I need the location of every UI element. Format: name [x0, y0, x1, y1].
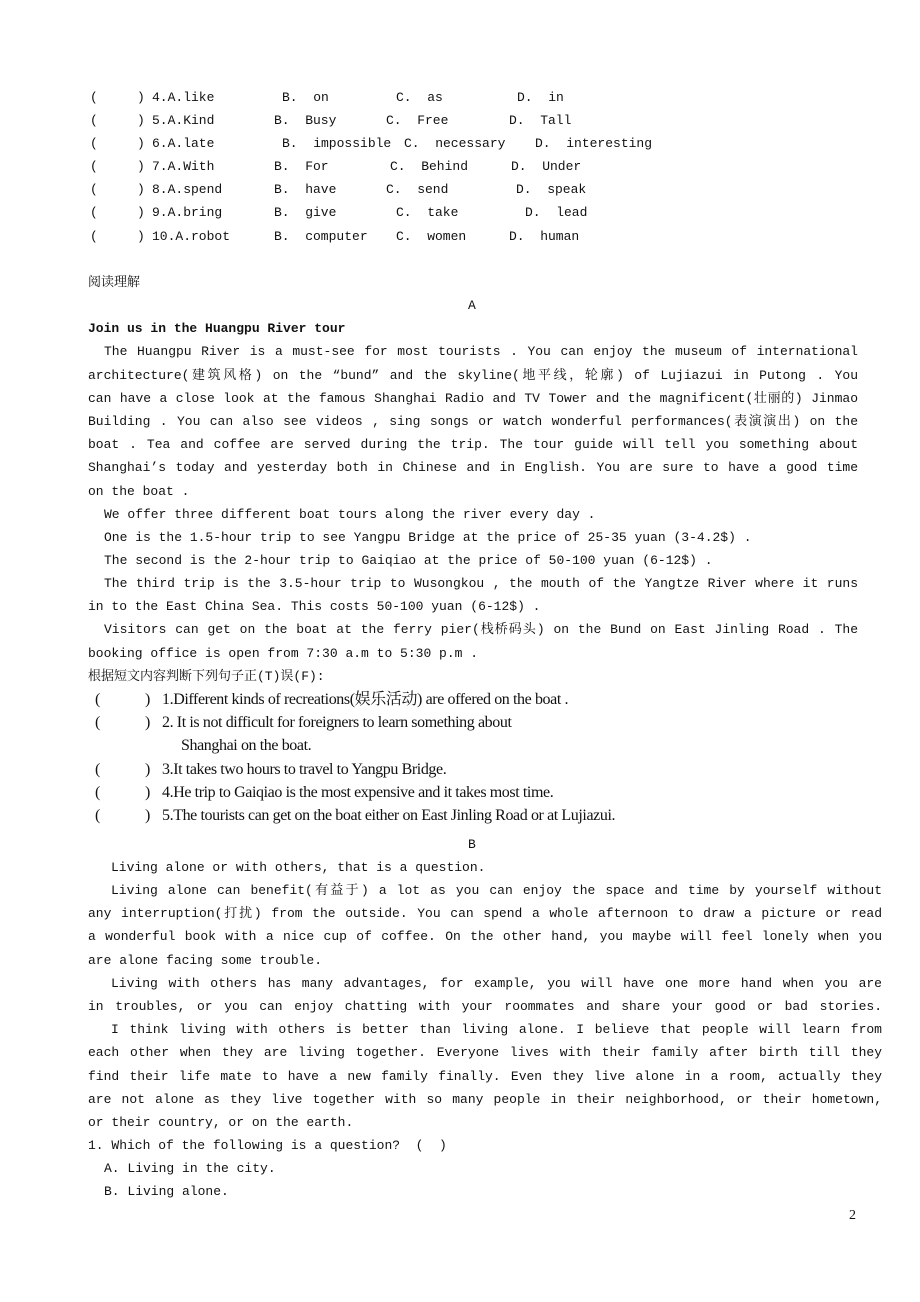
option-d: D. human [509, 229, 580, 244]
true-false-statement: 4.He trip to Gaiqiao is the most expensive and it takes most time. [162, 784, 554, 801]
answer-blank-close: ) [145, 761, 150, 778]
option-b: B. Busy [274, 113, 337, 128]
question-1: 1. Which of the following is a question? ( ) [88, 1138, 447, 1153]
answer-blank-close: ) [137, 182, 145, 197]
passage-b-line: find their life mate to have a new family finally. Even they live alone in a room, actually they [88, 1069, 882, 1084]
option-b: B. impossible [282, 136, 392, 151]
answer-blank-open: ( [95, 807, 100, 824]
answer-blank-open: ( [90, 205, 98, 220]
option-d: D. lead [525, 205, 588, 220]
option-d: D. Tall [509, 113, 572, 128]
option-c: C. take [396, 205, 459, 220]
answer-blank-close: ) [145, 807, 150, 824]
page-number: 2 [849, 1208, 856, 1223]
passage-a-line: on the boat . [88, 484, 190, 499]
answer-blank-open: ( [90, 229, 98, 244]
option-a: 8.A.spend [152, 182, 223, 197]
passage-b-line: are not alone as they live together with so many people in their neighborhood, or their hometown, [88, 1092, 882, 1107]
reading-heading: 阅读理解 [88, 275, 141, 290]
option-a: 4.A.like [152, 90, 215, 105]
option-b: B. have [274, 182, 337, 197]
answer-blank-close: ) [145, 714, 150, 731]
answer-blank-open: ( [90, 113, 98, 128]
option-b: B. For [274, 159, 329, 174]
option-d: D. in [517, 90, 564, 105]
true-false-statement: 2. It is not difficult for foreigners to learn something about [162, 714, 512, 731]
tf-instruction: 根据短文内容判断下列句子正(T)误(F): [88, 669, 325, 684]
question-1-option-a: A. Living in the city. [104, 1161, 276, 1176]
option-d: D. Under [511, 159, 582, 174]
passage-a-title: Join us in the Huangpu River tour [88, 321, 346, 336]
option-b: B. give [274, 205, 337, 220]
answer-blank-open: ( [90, 136, 98, 151]
answer-blank-close: ) [137, 90, 145, 105]
answer-blank-open: ( [95, 761, 100, 778]
option-c: C. as [396, 90, 443, 105]
answer-blank-close: ) [145, 784, 150, 801]
option-a: 9.A.bring [152, 205, 223, 220]
option-d: D. interesting [535, 136, 653, 151]
true-false-statement: 5.The tourists can get on the boat either on East Jinling Road or at Lujiazui. [162, 807, 616, 824]
passage-a-line: We offer three different boat tours along the river every day . [104, 507, 596, 522]
option-c: C. women [396, 229, 467, 244]
answer-blank-open: ( [90, 90, 98, 105]
answer-blank-open: ( [90, 159, 98, 174]
section-a-label: A [468, 298, 476, 313]
answer-blank-open: ( [90, 182, 98, 197]
answer-blank-close: ) [137, 136, 145, 151]
passage-b-line: Living alone can benefit(有益于) a lot as you can enjoy the space and time by yourself without [111, 883, 882, 898]
passage-b-line: any interruption(打扰) from the outside. You can spend a whole afternoon to draw a picture or read [88, 906, 882, 921]
passage-a-line: Building . You can also see videos , sing songs or watch wonderful performances(表演演出) on the [88, 414, 858, 429]
section-b-label: B [468, 837, 476, 852]
option-d: D. speak [516, 182, 587, 197]
passage-a-line: Shanghai’s today and yesterday both in Chinese and in English. You are sure to have a good time [88, 460, 858, 475]
option-b: B. computer [274, 229, 368, 244]
passage-b-line: Living alone or with others, that is a question. [111, 860, 486, 875]
option-a: 5.A.Kind [152, 113, 215, 128]
passage-a-line: The third trip is the 3.5-hour trip to Wusongkou , the mouth of the Yangtze River where it runs [104, 576, 858, 591]
passage-a-line: can have a close look at the famous Shanghai Radio and TV Tower and the magnificent(壮丽的) Jinmao [88, 391, 858, 406]
option-b: B. on [282, 90, 329, 105]
answer-blank-open: ( [95, 691, 100, 708]
option-c: C. Free [386, 113, 449, 128]
option-a: 7.A.With [152, 159, 215, 174]
passage-a-line: Visitors can get on the boat at the ferry pier(栈桥码头) on the Bund on East Jinling Road . The [104, 622, 858, 637]
option-a: 10.A.robot [152, 229, 231, 244]
passage-b-line: a wonderful book with a nice cup of coffee. On the other hand, you maybe will feel lonely when you [88, 929, 882, 944]
true-false-statement: Shanghai on the boat. [181, 737, 312, 754]
option-a: 6.A.late [152, 136, 215, 151]
passage-b-line: Living with others has many advantages, for example, you will have one more hand when you are [111, 976, 882, 991]
answer-blank-close: ) [137, 205, 145, 220]
passage-a-line: in to the East China Sea. This costs 50-100 yuan (6-12$) . [88, 599, 541, 614]
passage-b-line: each other when they are living together. Everyone lives with their family after birth till they [88, 1045, 882, 1060]
question-1-option-b: B. Living alone. [104, 1184, 229, 1199]
answer-blank-close: ) [137, 113, 145, 128]
passage-a-line: The second is the 2-hour trip to Gaiqiao at the price of 50-100 yuan (6-12$) . [104, 553, 713, 568]
answer-blank-close: ) [137, 229, 145, 244]
answer-blank-close: ) [137, 159, 145, 174]
passage-a-line: boat . Tea and coffee are served during the trip. The tour guide will tell you something about [88, 437, 858, 452]
true-false-statement: 1.Different kinds of recreations(娱乐活动) are offered on the boat . [162, 691, 569, 708]
answer-blank-open: ( [95, 784, 100, 801]
passage-a-line: booking office is open from 7:30 a.m to 5:30 p.m . [88, 646, 479, 661]
option-c: C. send [386, 182, 449, 197]
passage-b-line: or their country, or on the earth. [88, 1115, 354, 1130]
passage-b-line: in troubles, or you can enjoy chatting with your roommates and share your good or bad stories. [88, 999, 882, 1014]
true-false-statement: 3.It takes two hours to travel to Yangpu Bridge. [162, 761, 447, 778]
option-c: C. Behind [390, 159, 469, 174]
passage-a-line: architecture(建筑风格) on the “bund” and the skyline(地平线，轮廓) of Lujiazui in Putong . You [88, 368, 858, 383]
answer-blank-close: ) [145, 691, 150, 708]
passage-a-line: The Huangpu River is a must-see for most tourists . You can enjoy the museum of international [104, 344, 858, 359]
passage-b-line: I think living with others is better than living alone. I believe that people will learn from [111, 1022, 882, 1037]
option-c: C. necessary [404, 136, 506, 151]
answer-blank-open: ( [95, 714, 100, 731]
passage-a-line: One is the 1.5-hour trip to see Yangpu Bridge at the price of 25-35 yuan (3-4.2$) . [104, 530, 752, 545]
passage-b-line: are alone facing some trouble. [88, 953, 323, 968]
